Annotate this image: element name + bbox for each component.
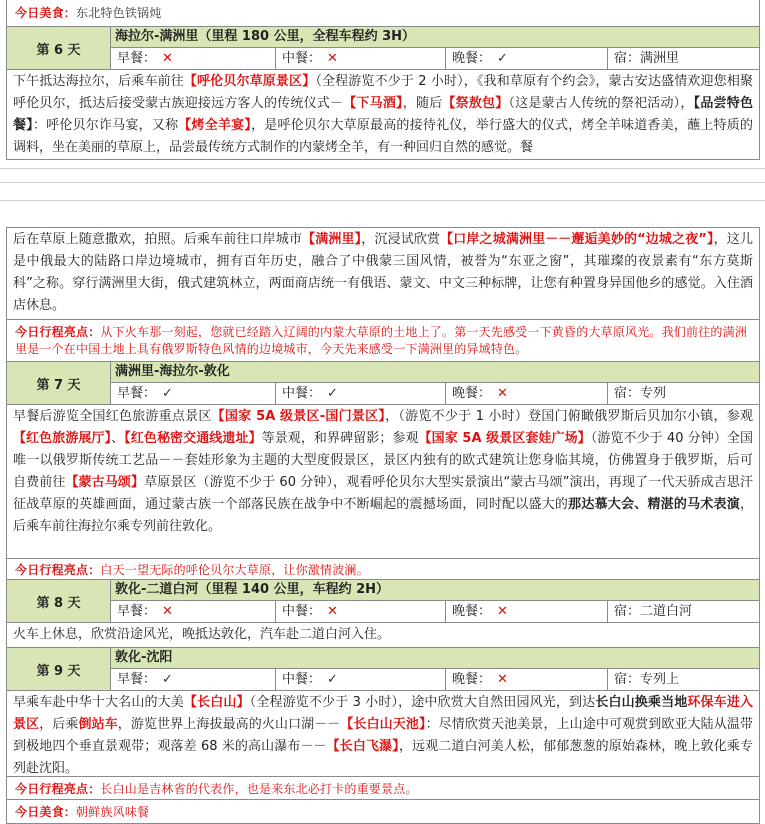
dinner-no-icon: ✕ xyxy=(497,386,508,401)
day6-stay: 满洲里 xyxy=(640,51,680,66)
day6-route: 海拉尔-满洲里（里程 180 公里，全程车程约 3H） xyxy=(111,27,759,48)
day7-route: 满洲里-海拉尔-敦化 xyxy=(111,362,759,383)
day8-paragraph: 火车上休息，欣赏沿途风光，晚抵达敦化，汽车赴二道白河入住。 xyxy=(7,623,759,648)
day6-row xyxy=(7,27,759,70)
day9-row xyxy=(7,648,759,691)
dinner-no-icon: ✕ xyxy=(497,672,508,687)
day7-row xyxy=(7,362,759,405)
day9-highlight: 今日行程亮点：长白山是吉林省的代表作，也是来东北必打卡的重要景点。 xyxy=(7,777,759,800)
day8-row xyxy=(7,580,759,623)
day7-stay: 专列 xyxy=(640,386,667,401)
dinner-no-icon: ✕ xyxy=(497,604,508,619)
breakfast-no-icon: ✕ xyxy=(162,604,173,619)
dinner-yes-icon: ✓ xyxy=(497,51,508,66)
day9-food: 今日美食：朝鲜族风味餐 xyxy=(7,800,759,824)
day8-label: 第 8 天 xyxy=(7,580,111,622)
day6-paragraph-1: 下午抵达海拉尔，后乘车前往【呼伦贝尔草原景区】（全程游览不少于 2 小时），《我和草原有个约会》，蒙古安达盛情欢迎您相聚呼伦贝尔，抵达后接受蒙古族迎接远方客人的传统仪式－【下马酒】，随后【祭敖包】（这是蒙古人传统的祭祀活动），【品尝特色餐】：呼伦贝尔诈马宴，又称【烤全羊宴】，是呼伦贝尔大草原最高的接待礼仪，举行盛大的仪式，烤全羊味道香美，蘸上特质的调料，坐在美丽的草原上，品尝最传统方式制作的内蒙烤全羊，有一种回归自然的感觉。餐 xyxy=(7,70,759,160)
lunch-no-icon: ✕ xyxy=(327,604,338,619)
day8-meals: 早餐： ✕ 中餐： ✕ 晚餐： ✕ 宿：二道白河 xyxy=(111,601,759,622)
lunch-no-icon: ✕ xyxy=(327,51,338,66)
day6-highlight: 今日行程亮点：从下火车那一刻起，您就已经踏入辽阔的内蒙大草原的土地上了。第一天先感受一下黄昏的大草原风光。我们前往的满洲里是一个在中国土地上具有俄罗斯特色风情的边境城市，今天先来感受一下满洲里的异域特色。 xyxy=(7,320,759,362)
day7-label: 第 7 天 xyxy=(7,362,111,404)
day9-route: 敦化-沈阳 xyxy=(111,648,759,669)
breakfast-no-icon: ✕ xyxy=(162,51,173,66)
day6-paragraph-2: 后在草原上随意撒欢，拍照。后乘车前往口岸城市【满洲里】，沉浸试欣赏【口岸之城满洲里－－邂逅美妙的“边城之夜”】，这儿是中俄最大的陆路口岸边境城市，拥有百年历史，融合了中俄蒙三国风情，被誉为“东亚之窗”，其璀璨的夜景素有“东方莫斯科”之称。穿行满洲里大街，俄式建筑林立，两面商店统一有俄语、蒙文、中文三种标牌，让您有种置身异国他乡的感觉。入住酒店休息。 xyxy=(7,228,759,320)
day9-meals: 早餐： ✓ 中餐： ✓ 晚餐： ✕ 宿：专列上 xyxy=(111,669,759,690)
day7-highlight: 今日行程亮点：白天一望无际的呼伦贝尔大草原，让你激情波澜。 xyxy=(7,559,759,580)
lunch-yes-icon: ✓ xyxy=(327,672,338,687)
food-line-top: 今日美食：东北特色铁锅炖 xyxy=(7,0,759,27)
day7-meals: 早餐： ✓ 中餐： ✓ 晚餐： ✕ 宿：专列 xyxy=(111,383,759,404)
breakfast-yes-icon: ✓ xyxy=(162,672,173,687)
itinerary-table-main xyxy=(6,227,760,824)
itinerary-table-top xyxy=(6,0,760,160)
lunch-yes-icon: ✓ xyxy=(327,386,338,401)
day9-label: 第 9 天 xyxy=(7,648,111,690)
day8-route: 敦化-二道白河（里程 140 公里，车程约 2H） xyxy=(111,580,759,601)
day8-stay: 二道白河 xyxy=(640,604,693,619)
day6-meals: 早餐： ✕ 中餐： ✕ 晚餐： ✓ 宿：满洲里 xyxy=(111,48,759,69)
day6-label: 第 6 天 xyxy=(7,27,111,69)
day7-paragraph: 早餐后游览全国红色旅游重点景区【国家 5A 级景区-国门景区】，（游览不少于 1 小时）登国门俯瞰俄罗斯后贝加尔小镇，参观【红色旅游展厅】、【红色秘密交通线遗址】等景观，和界碑留影；参观【国家 5A 级景区套娃广场】（游览不少于 40 分钟）全国唯一以俄罗斯传统工艺品－－套娃形象为主题的大型度假景区，景区内独有的欧式建筑让您身临其境，仿佛置身于俄罗斯，后可自费前往【蒙古马颂】草原景区（游览不少于 60 分钟），观看呼伦贝尔大型实景演出“蒙古马颂”演出，再现了一代天骄成吉思汗征战草原的英雄画面，通过蒙古族一个部落民族在战争中不断崛起的震撼场面，同时配以盛大的那达慕大会、精湛的马术表演，后乘车前往海拉尔乘专列前往敦化。 xyxy=(7,405,759,559)
day9-paragraph: 早乘车赴中华十大名山的大美【长白山】（全程游览不少于 3 小时），途中欣赏大自然田园风光，到达长白山换乘当地环保车进入景区，后乘倒站车，游览世界上海拔最高的火山口湖－－【长白山天池】：尽情欣赏天池美景，上山途中可观赏到欧亚大陆从温带到极地四个垂直景观带；观落差 68 米的高山瀑布－－【长白飞瀑】，远观二道白河美人松，郁郁葱葱的原始森林，晚上敦化乘专列赴沈阳。 xyxy=(7,691,759,777)
breakfast-yes-icon: ✓ xyxy=(162,386,173,401)
day9-stay: 专列上 xyxy=(640,672,680,687)
